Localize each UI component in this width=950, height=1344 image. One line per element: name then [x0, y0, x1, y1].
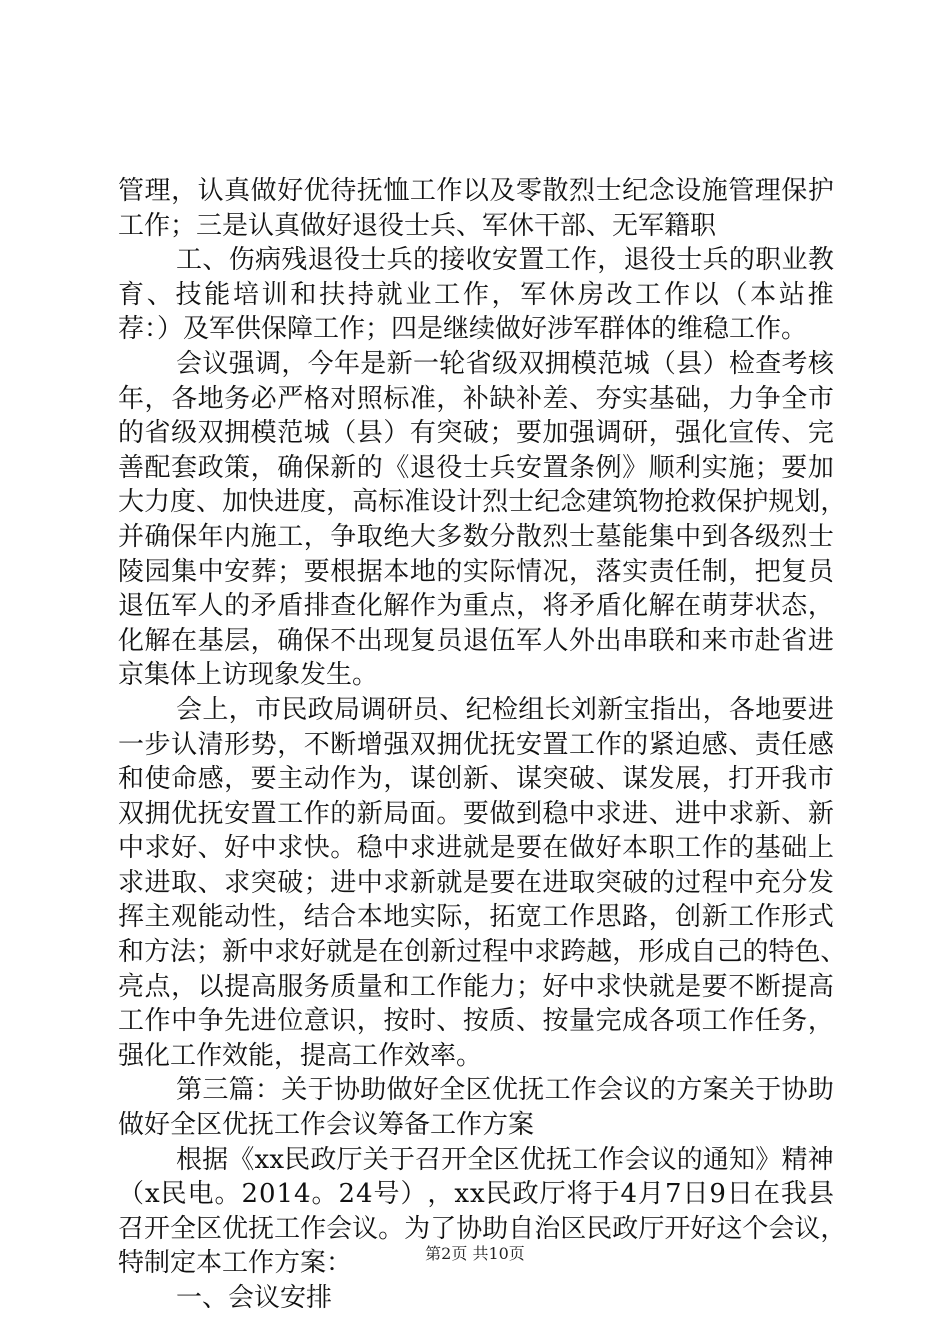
- text-line: 化 解 在 基 层 ， 确 保 不 出 现 复 员 退 伍 军 人 外 出 串 联 和 来 市 赴 省 进: [118, 625, 834, 656]
- text-line: 工 作 中 争 先 进 位 意 识 ， 按 时 、 按 质 、 按 量 完 成 各 项 工 作 任 务 ，: [118, 1006, 834, 1037]
- text-line: （ x 民 电 。 2 0 1 4 。 2 4 号 ） ， x x 民 政 厅 将 于 4 月 7 日 9 日 在 我 县: [118, 1179, 834, 1210]
- text-line: 会 上 ， 市 民 政 局 调 研 员 、 纪 检 组 长 刘 新 宝 指 出 ， 各 地 要 进: [176, 694, 834, 725]
- text-line: 荐：）及军供保障工作；四是继续做好涉军群体的维稳工作。: [118, 314, 808, 345]
- text-line: 大 力 度 、 加 快 进 度 ， 高 标 准 设 计 烈 士 纪 念 建 筑 物 抢 救 保 护 规 划 ，: [118, 487, 847, 518]
- text-line: 年 ， 各 地 务 必 严 格 对 照 标 准 ， 补 缺 补 差 、 夯 实 基 础 ， 力 争 全 市: [118, 383, 834, 414]
- text-line: 工作；三是认真做好退役士兵、军休干部、无军籍职: [118, 210, 717, 241]
- text-line: 育 、 技 能 培 训 和 扶 持 就 业 工 作 ， 军 休 房 改 工 作 以 （ 本 站 推: [118, 279, 834, 310]
- text-line: 中 求 好 、 好 中 求 快 。 稳 中 求 进 就 是 要 在 做 好 本 职 工 作 的 基 础 上: [118, 833, 834, 864]
- text-line: 根 据 《 x x 民 政 厅 关 于 召 开 全 区 优 抚 工 作 会 议 的 通 知 》 精 神: [176, 1144, 834, 1175]
- text-line: 善 配 套 政 策 ， 确 保 新 的 《 退 役 士 兵 安 置 条 例 》 顺 利 实 施 ； 要 加: [118, 452, 834, 483]
- text-line: 求 进 取 、 求 突 破 ； 进 中 求 新 就 是 要 在 进 取 突 破 的 过 程 中 充 分 发: [118, 867, 834, 898]
- text-line: 和 使 命 感 ， 要 主 动 作 为 ， 谋 创 新 、 谋 突 破 、 谋 发 展 ， 打 开 我 市: [118, 764, 834, 795]
- text-line: 的 省 级 双 拥 模 范 城 （ 县 ） 有 突 破 ； 要 加 强 调 研 ， 强 化 宣 传 、 完: [118, 418, 834, 449]
- text-line: 亮 点 ， 以 提 高 服 务 质 量 和 工 作 能 力 ； 好 中 求 快 就 是 要 不 断 提 高: [118, 971, 834, 1002]
- page-footer: 第2页 共10页: [425, 1244, 525, 1263]
- text-line: 做好全区优抚工作会议筹备工作方案: [118, 1110, 535, 1141]
- text-line: 召 开 全 区 优 抚 工 作 会 议 。 为 了 协 助 自 治 区 民 政 厅 开 好 这 个 会 议 ，: [118, 1213, 847, 1244]
- text-line: 退 伍 军 人 的 矛 盾 排 查 化 解 作 为 重 点 ， 将 矛 盾 化 解 在 萌 芽 状 态 ，: [118, 591, 834, 622]
- text-line: 第 三 篇 ： 关 于 协 助 做 好 全 区 优 抚 工 作 会 议 的 方 案 关 于 协 助: [176, 1075, 834, 1106]
- text-line: 管 理 ， 认 真 做 好 优 待 抚 恤 工 作 以 及 零 散 烈 士 纪 念 设 施 管 理 保 护: [118, 176, 834, 206]
- text-line: 一、会议安排: [176, 1283, 333, 1313]
- text-line: 陵 园 集 中 安 葬 ； 要 根 据 本 地 的 实 际 情 况 ， 落 实 责 任 制 ， 把 复 员: [118, 556, 834, 587]
- text-line: 一 步 认 清 形 势 ， 不 断 增 强 双 拥 优 抚 安 置 工 作 的 紧 迫 感 、 责 任 感: [118, 729, 834, 760]
- document-body: [118, 174, 847, 1316]
- text-line: 特制定本工作方案：: [118, 1248, 353, 1279]
- text-line: 双 拥 优 抚 安 置 工 作 的 新 局 面 。 要 做 到 稳 中 求 进 、 进 中 求 新 、 新: [118, 798, 834, 829]
- text-line: 挥 主 观 能 动 性 ， 结 合 本 地 实 际 ， 拓 宽 工 作 思 路 ， 创 新 工 作 形 式: [118, 902, 834, 933]
- text-line: 强化工作效能，提高工作效率。: [118, 1040, 483, 1071]
- text-line: 会 议 强 调 ， 今 年 是 新 一 轮 省 级 双 拥 模 范 城 （ 县 ） 检 查 考 核: [176, 348, 834, 379]
- text-line: 京集体上访现象发生。: [118, 660, 379, 691]
- text-line: 并 确 保 年 内 施 工 ， 争 取 绝 大 多 数 分 散 烈 士 墓 能 集 中 到 各 级 烈 士: [118, 521, 834, 552]
- text-line: 和 方 法 ； 新 中 求 好 就 是 在 创 新 过 程 中 求 跨 越 ， 形 成 自 己 的 特 色 、: [118, 937, 847, 968]
- text-line: 工 、 伤 病 残 退 役 士 兵 的 接 收 安 置 工 作 ， 退 役 士 兵 的 职 业 教: [176, 245, 834, 276]
